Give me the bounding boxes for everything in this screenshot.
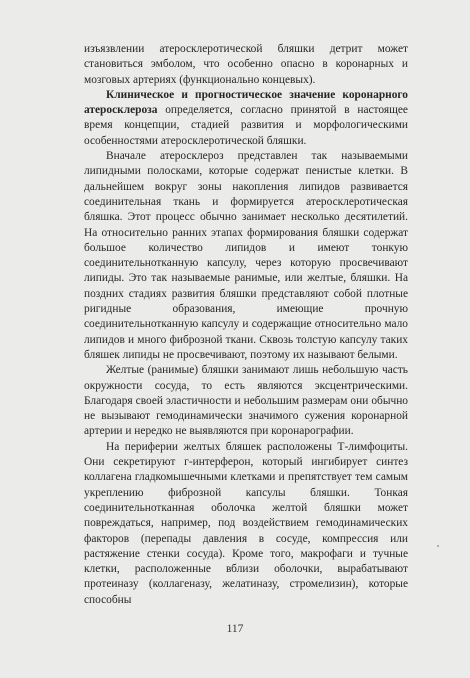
paragraph-4 [84, 363, 408, 439]
paragraph-4-text: Желтые (ранимые) бляшки занимают лишь небольшую часть окружности сосуда, то есть являются эксцентрическими. Благодаря своей эластичности и небольшим размерам они обычно не вызывают гемодинамически значимого сужения коронарной артерии и нередко не выявляются при коронарографии. [84, 364, 408, 438]
paragraph-2-heading: Клиническое и прогностическое значение коронарного атеросклероза [84, 88, 408, 117]
page-number: 117 [226, 623, 244, 635]
paragraph-5 [84, 440, 408, 608]
paragraph-2-text: определяется, согласно принятой в настоящее время концепции, стадией развития и морфологическими особенностями атеросклеротической бляшки. [84, 104, 408, 147]
scan-speck [437, 545, 439, 547]
paragraph-5-text: На периферии желтых бляшек расположены Т-лимфоциты. Они секретируют г-интерферон, который ингибирует синтез коллагена гладкомышечными клетками и препятствует тем самым укреплению фиброзной капсулы бляшки. Тонкая соединительнотканная оболочка желтой бляшки может повреждаться, например, под воздействием гемодинамических факторов (перепады давления в сосуде, компрессия или растяжение стенки сосуда). Кроме того, макрофаги и тучные клетки, расположенные вблизи оболочки, вырабатывают протеиназу (коллагеназу, желатиназу, стромелизин), которые способны [84, 440, 408, 606]
paragraph-1 [84, 42, 408, 88]
paragraph-1-text: изъязвлении атеросклеротической бляшки детрит может становиться эмболом, что особенно опасно в коронарных и мозговых артериях (функционально концевых). [84, 43, 408, 86]
paragraph-3 [84, 149, 408, 363]
body-text [84, 42, 408, 608]
paragraph-2 [84, 88, 408, 149]
paragraph-3-text: Вначале атеросклероз представлен так называемыми липидными полосками, которые содержат пенистые клетки. В дальнейшем вокруг зоны накопления липидов развивается соединительная ткань и формируется атеросклеротическая бляшка. Этот процесс обычно занимает несколько десятилетий. На относительно ранних этапах формирования бляшки содержат большое количество липидов и имеют тонкую соединительнотканную капсулу, через которую просвечивают липиды. Это так называемые ранимые, или желтые, бляшки. На поздних стадиях развития бляшки представляют собой плотные ригидные образования, имеющие прочную соединительнотканную капсулу и содержащие относительно мало липидов и много фиброзной ткани. Сквозь толстую капсулу таких бляшек липиды не просвечивают, поэтому их называют белыми. [84, 150, 408, 361]
